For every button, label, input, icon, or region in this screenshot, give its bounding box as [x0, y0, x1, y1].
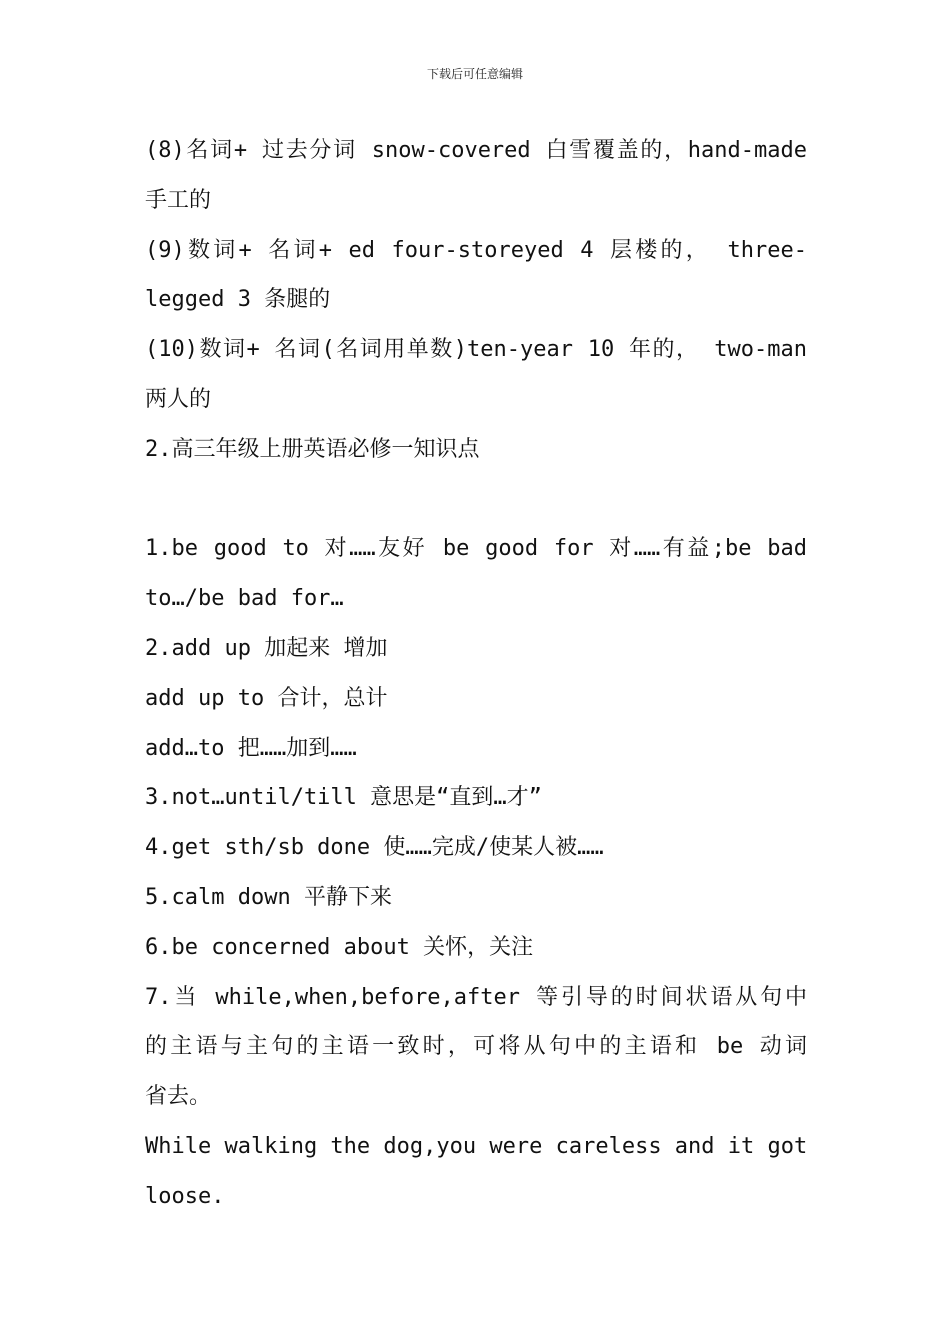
text-line: 的主语与主句的主语一致时，可将从句中的主语和 be 动词	[145, 1034, 807, 1060]
text-line: While walking the dog,you were careless and it got	[145, 1133, 807, 1159]
text-line: 1.be good to 对……友好 be good for 对……有益;be bad	[145, 536, 807, 562]
text-line: (10)数词+ 名词(名词用单数)ten-year 10 年的， two-man	[145, 337, 807, 363]
page-header: 下载后可任意编辑	[426, 67, 523, 81]
text-line: to…/be bad for…	[145, 586, 344, 612]
text-line: 两人的	[145, 386, 212, 412]
text-line: 7.当 while,when,before,after 等引导的时间状语从句中	[145, 984, 807, 1010]
text-line: 2.add up 加起来 增加	[145, 635, 388, 661]
text-line: 手工的	[145, 187, 212, 213]
text-line: 省去。	[145, 1084, 212, 1110]
text-line: 3.not…until/till 意思是“直到…才”	[145, 785, 542, 811]
section-heading: 2.高三年级上册英语必修一知识点	[145, 436, 480, 462]
text-line: 6.be concerned about 关怀，关注	[145, 934, 534, 960]
blank-line	[145, 475, 807, 525]
text-line: add up to 合计，总计	[145, 685, 388, 711]
document-body	[145, 126, 807, 1222]
text-line: loose.	[145, 1183, 225, 1209]
text-line: legged 3 条腿的	[145, 287, 331, 313]
text-line: 4.get sth/sb done 使……完成/使某人被……	[145, 835, 604, 861]
text-line: (9)数词+ 名词+ ed four-storeyed 4 层楼的， three-	[145, 237, 807, 263]
text-line: add…to 把……加到……	[145, 735, 357, 761]
text-line: (8)名词+ 过去分词 snow-covered 白雪覆盖的，hand-made	[145, 138, 807, 163]
text-line: 5.calm down 平静下来	[145, 884, 392, 910]
